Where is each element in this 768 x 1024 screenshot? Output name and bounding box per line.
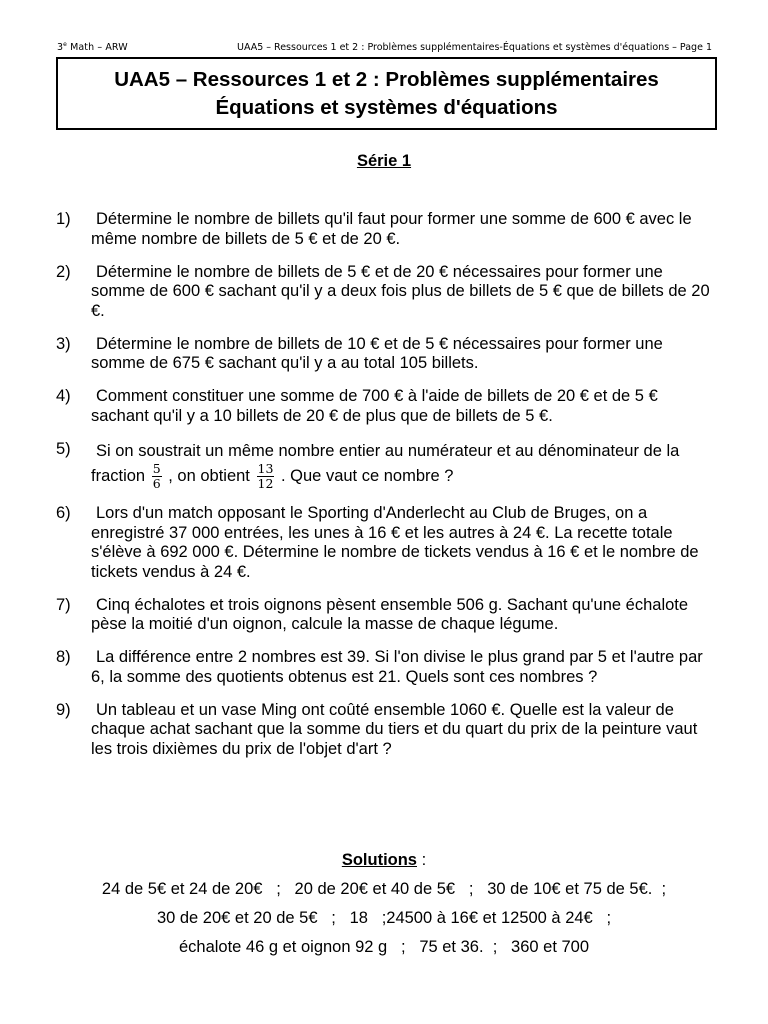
header-class-sup: e	[63, 40, 67, 48]
problem-number: 3)	[56, 334, 71, 353]
problem-text: Cinq échalotes et trois oignons pèsent ensemble 506 g. Sachant qu'une échalote pèse la moitié d'un oignon, calcule la masse de chaque légume.	[91, 595, 689, 633]
problem-2	[56, 263, 720, 322]
problem-number: 9)	[56, 700, 71, 719]
fraction-numerator: 5	[152, 460, 161, 476]
header-course: Math – ARW	[66, 42, 128, 53]
problem-text: Comment constituer une somme de 700 € à l'aide de billets de 20 € et de 5 € sachant qu'il y a 10 billets de 20 € de plus que de billets de 5 €.	[91, 387, 658, 425]
problem-text	[91, 440, 720, 491]
fraction-numerator: 13	[257, 460, 274, 476]
problem-text: Lors d'un match opposant le Sporting d'Anderlecht au Club de Bruges, on a enregistré 37 000 entrées, les unes à 16 € et les autres à 24 €. La recette totale s'élève à 692 000 €. Détermine le nombre de tickets vendus à 16 € et le nombre de tickets vendus à 24 €.	[91, 504, 699, 581]
solutions-title: Solutions	[341, 851, 417, 869]
problem-3	[56, 335, 720, 374]
solutions-heading	[0, 846, 768, 875]
fraction-13-12	[257, 462, 275, 491]
header-class-number: 3	[57, 42, 64, 53]
problem-text: Un tableau et un vase Ming ont coûté ensemble 1060 €. Quelle est la valeur de chaque achat sachant que la somme du tiers et du quart du prix de la peinture vaut les trois dixièmes du prix de l'objet d'art ?	[91, 700, 698, 758]
problem-number: 6)	[56, 504, 71, 522]
solutions-line-2: 30 de 20€ et 20 de 5€ ; 18 ;24500 à 16€ et 12500 à 24€ ;	[156, 909, 612, 927]
problem-5	[56, 440, 720, 491]
problem-number: 8)	[56, 648, 71, 666]
title-line-2: Équations et systèmes d'équations	[215, 96, 558, 119]
title-box	[56, 57, 717, 130]
fraction-5-6	[152, 462, 162, 491]
fraction-denominator: 6	[152, 475, 161, 491]
problem-text-part-b: , on obtient	[168, 466, 250, 485]
header-left	[57, 42, 128, 53]
problem-list	[56, 210, 720, 773]
problem-9	[56, 701, 720, 760]
problem-text: Détermine le nombre de billets qu'il faut pour former une somme de 600 € avec le même nombre de billets de 5 € et de 20 €.	[91, 210, 692, 248]
problem-1	[56, 210, 720, 249]
problem-8	[56, 648, 720, 687]
problem-text-part-a: Si on soustrait un même nombre entier au numérateur et au dénominateur de la fraction	[91, 441, 680, 485]
problem-text: Détermine le nombre de billets de 5 € et de 20 € nécessaires pour former une somme de 600 € sachant qu'il y a deux fois plus de billets de 5 € que de billets de 20 €.	[91, 262, 710, 320]
problem-number: 5)	[56, 439, 71, 458]
problem-number: 4)	[56, 387, 71, 405]
problem-text: Détermine le nombre de billets de 10 € et de 5 € nécessaires pour former une somme de 675 € sachant qu'il y a au total 105 billets.	[91, 334, 663, 372]
problem-number: 7)	[56, 595, 71, 614]
solutions-line-1: 24 de 5€ et 24 de 20€ ; 20 de 20€ et 40 de 5€ ; 30 de 10€ et 75 de 5€. ;	[101, 880, 667, 898]
series-heading: Série 1	[356, 152, 412, 170]
header-right: UAA5 – Ressources 1 et 2 : Problèmes supplémentaires-Équations et systèmes d'équations – Page 1	[236, 42, 712, 53]
solutions-section	[0, 846, 768, 962]
problem-7	[56, 596, 720, 635]
fraction-denominator: 12	[257, 475, 274, 491]
solutions-title-suffix: :	[417, 851, 427, 869]
title-line-1: UAA5 – Ressources 1 et 2 : Problèmes supplémentaires	[114, 68, 659, 91]
problem-6	[56, 504, 720, 582]
problem-4	[56, 387, 720, 426]
problem-text-part-c: . Que vaut ce nombre ?	[281, 466, 454, 485]
problem-number: 2)	[56, 262, 71, 281]
solutions-line-3: échalote 46 g et oignon 92 g ; 75 et 36. ; 360 et 700	[178, 938, 590, 956]
problem-text: La différence entre 2 nombres est 39. Si l'on divise le plus grand par 5 et l'autre par 6, la somme des quotients obtenus est 21. Quels sont ces nombres ?	[91, 648, 703, 686]
page-header	[57, 42, 712, 53]
problem-number: 1)	[56, 210, 71, 228]
